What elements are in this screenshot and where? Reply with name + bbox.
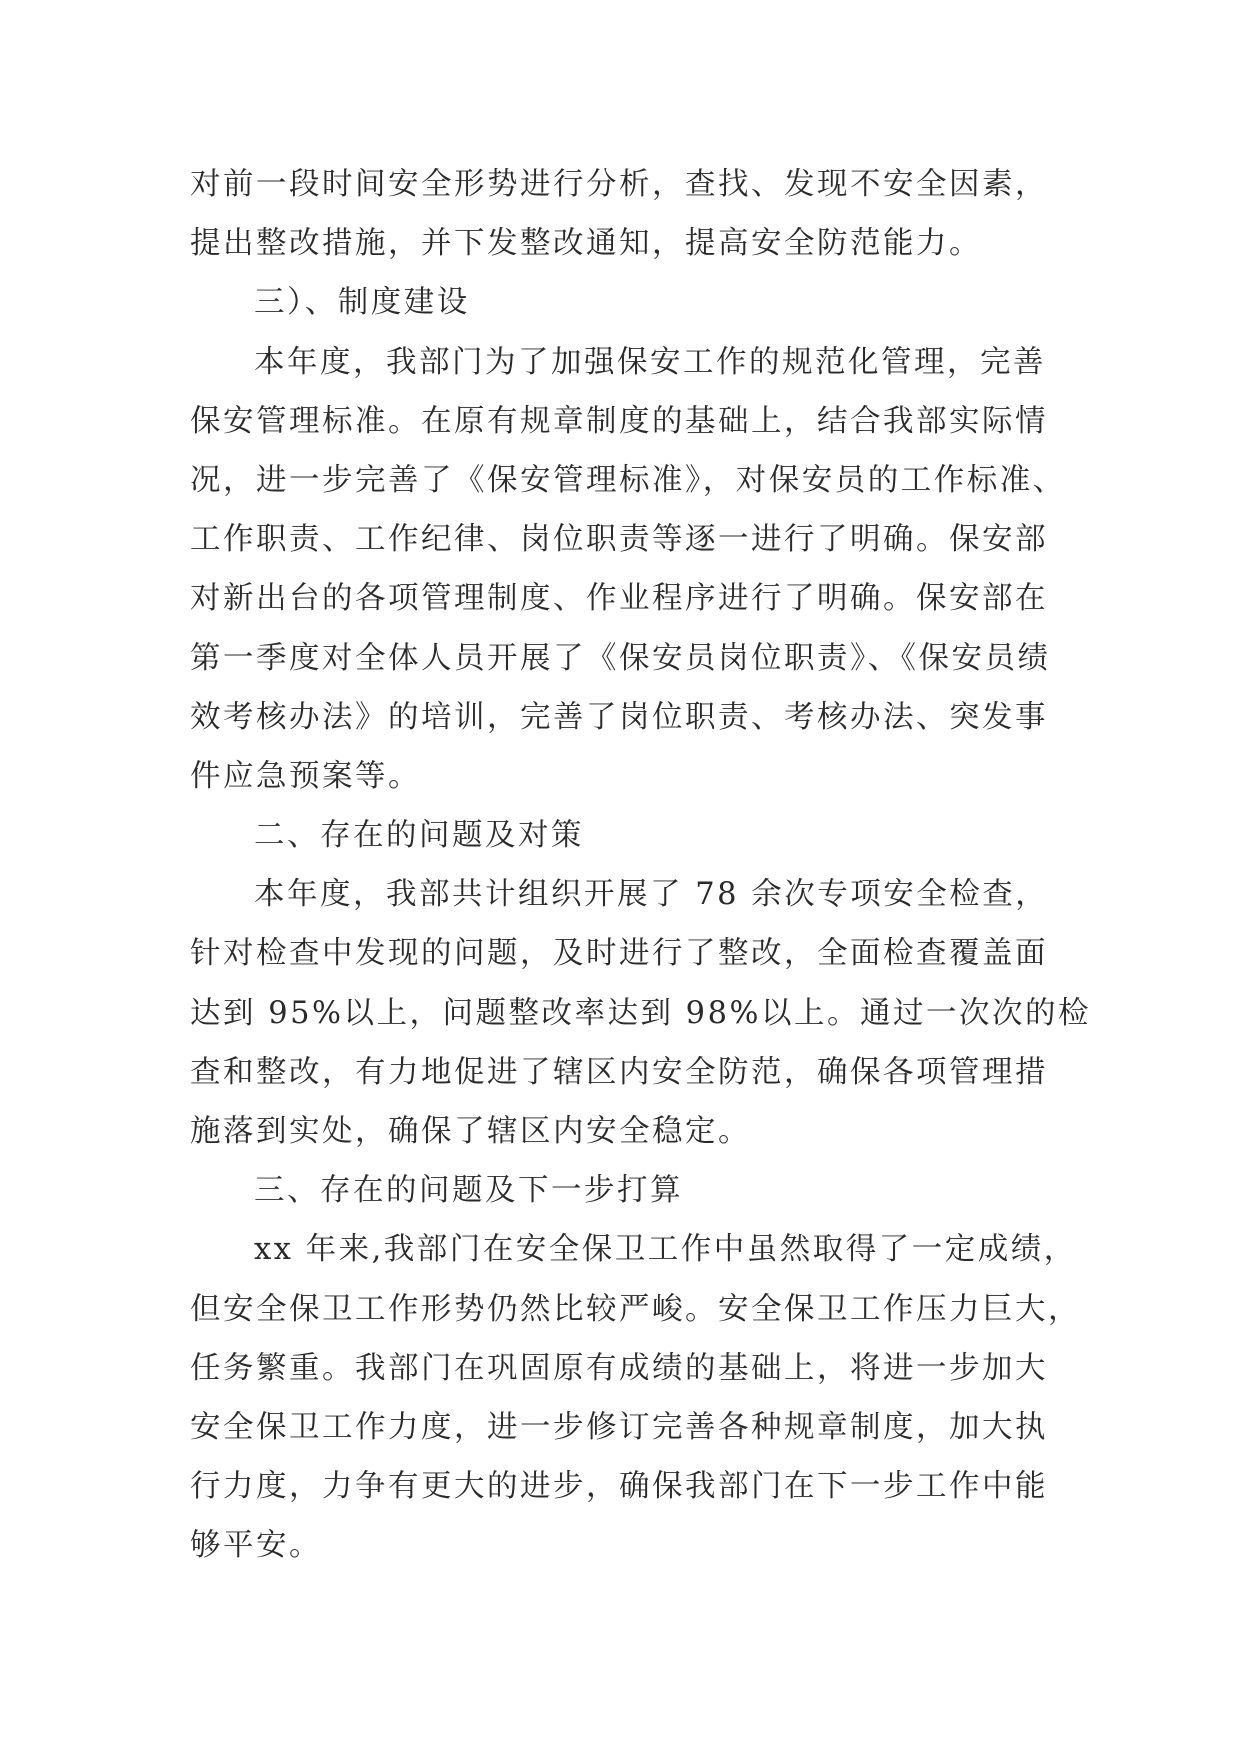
text-line: 提出整改措施，并下发整改通知，提高安全防范能力。	[190, 226, 982, 262]
text-line: 本年度，我部门为了加强保安工作的规范化管理，完善	[254, 344, 1046, 380]
text-line: 安全保卫工作力度，进一步修订完善各种规章制度，加大执	[190, 1409, 1048, 1445]
text-line: 第一季度对全体人员开展了《保安员岗位职责》、《保安员绩	[190, 640, 1051, 676]
text-line: 效考核办法》的培训，完善了岗位职责、考核办法、突发事	[190, 699, 1048, 735]
text-line: 工作职责、工作纪律、岗位职责等逐一进行了明确。保安部	[190, 522, 1048, 558]
text-line: 本年度，我部共计组织开展了 78 余次专项安全检查，	[254, 877, 1049, 913]
text-line: 针对检查中发现的问题，及时进行了整改，全面检查覆盖面	[190, 936, 1048, 972]
text-line: 施落到实处，确保了辖区内安全稳定。	[190, 1114, 751, 1149]
text-line: 够平安。	[190, 1528, 322, 1564]
text-line: 三）、制度建设	[254, 285, 470, 321]
text-line: 达到 95%以上，问题整改率达到 98%以上。通过一次次的检	[190, 995, 1091, 1031]
text-line: 二、存在的问题及对策	[254, 818, 584, 854]
text-line: 查和整改，有力地促进了辖区内安全防范，确保各项管理措	[190, 1054, 1048, 1090]
body-text	[190, 155, 1091, 1576]
text-line: 三、存在的问题及下一步打算	[254, 1173, 683, 1209]
text-line: 对新出台的各项管理制度、作业程序进行了明确。保安部在	[190, 581, 1048, 617]
text-line: 对前一段时间安全形势进行分析，查找、发现不安全因素，	[190, 167, 1048, 202]
text-line: 件应急预案等。	[190, 758, 421, 794]
text-line: 但安全保卫工作形势仍然比较严峻。安全保卫工作压力巨大，	[190, 1291, 1081, 1327]
text-line: 行力度，力争有更大的进步，确保我部门在下一步工作中能	[190, 1469, 1048, 1505]
text-line: 任务繁重。我部门在巩固原有成绩的基础上，将进一步加大	[190, 1350, 1048, 1386]
text-line: 况，进一步完善了《保安管理标准》，对保安员的工作标准、	[190, 462, 1066, 498]
text-line: 保安管理标准。在原有规章制度的基础上，结合我部实际情	[190, 403, 1048, 439]
text-line: xx 年来,我部门在安全保卫工作中虽然取得了一定成绩，	[254, 1232, 1077, 1268]
